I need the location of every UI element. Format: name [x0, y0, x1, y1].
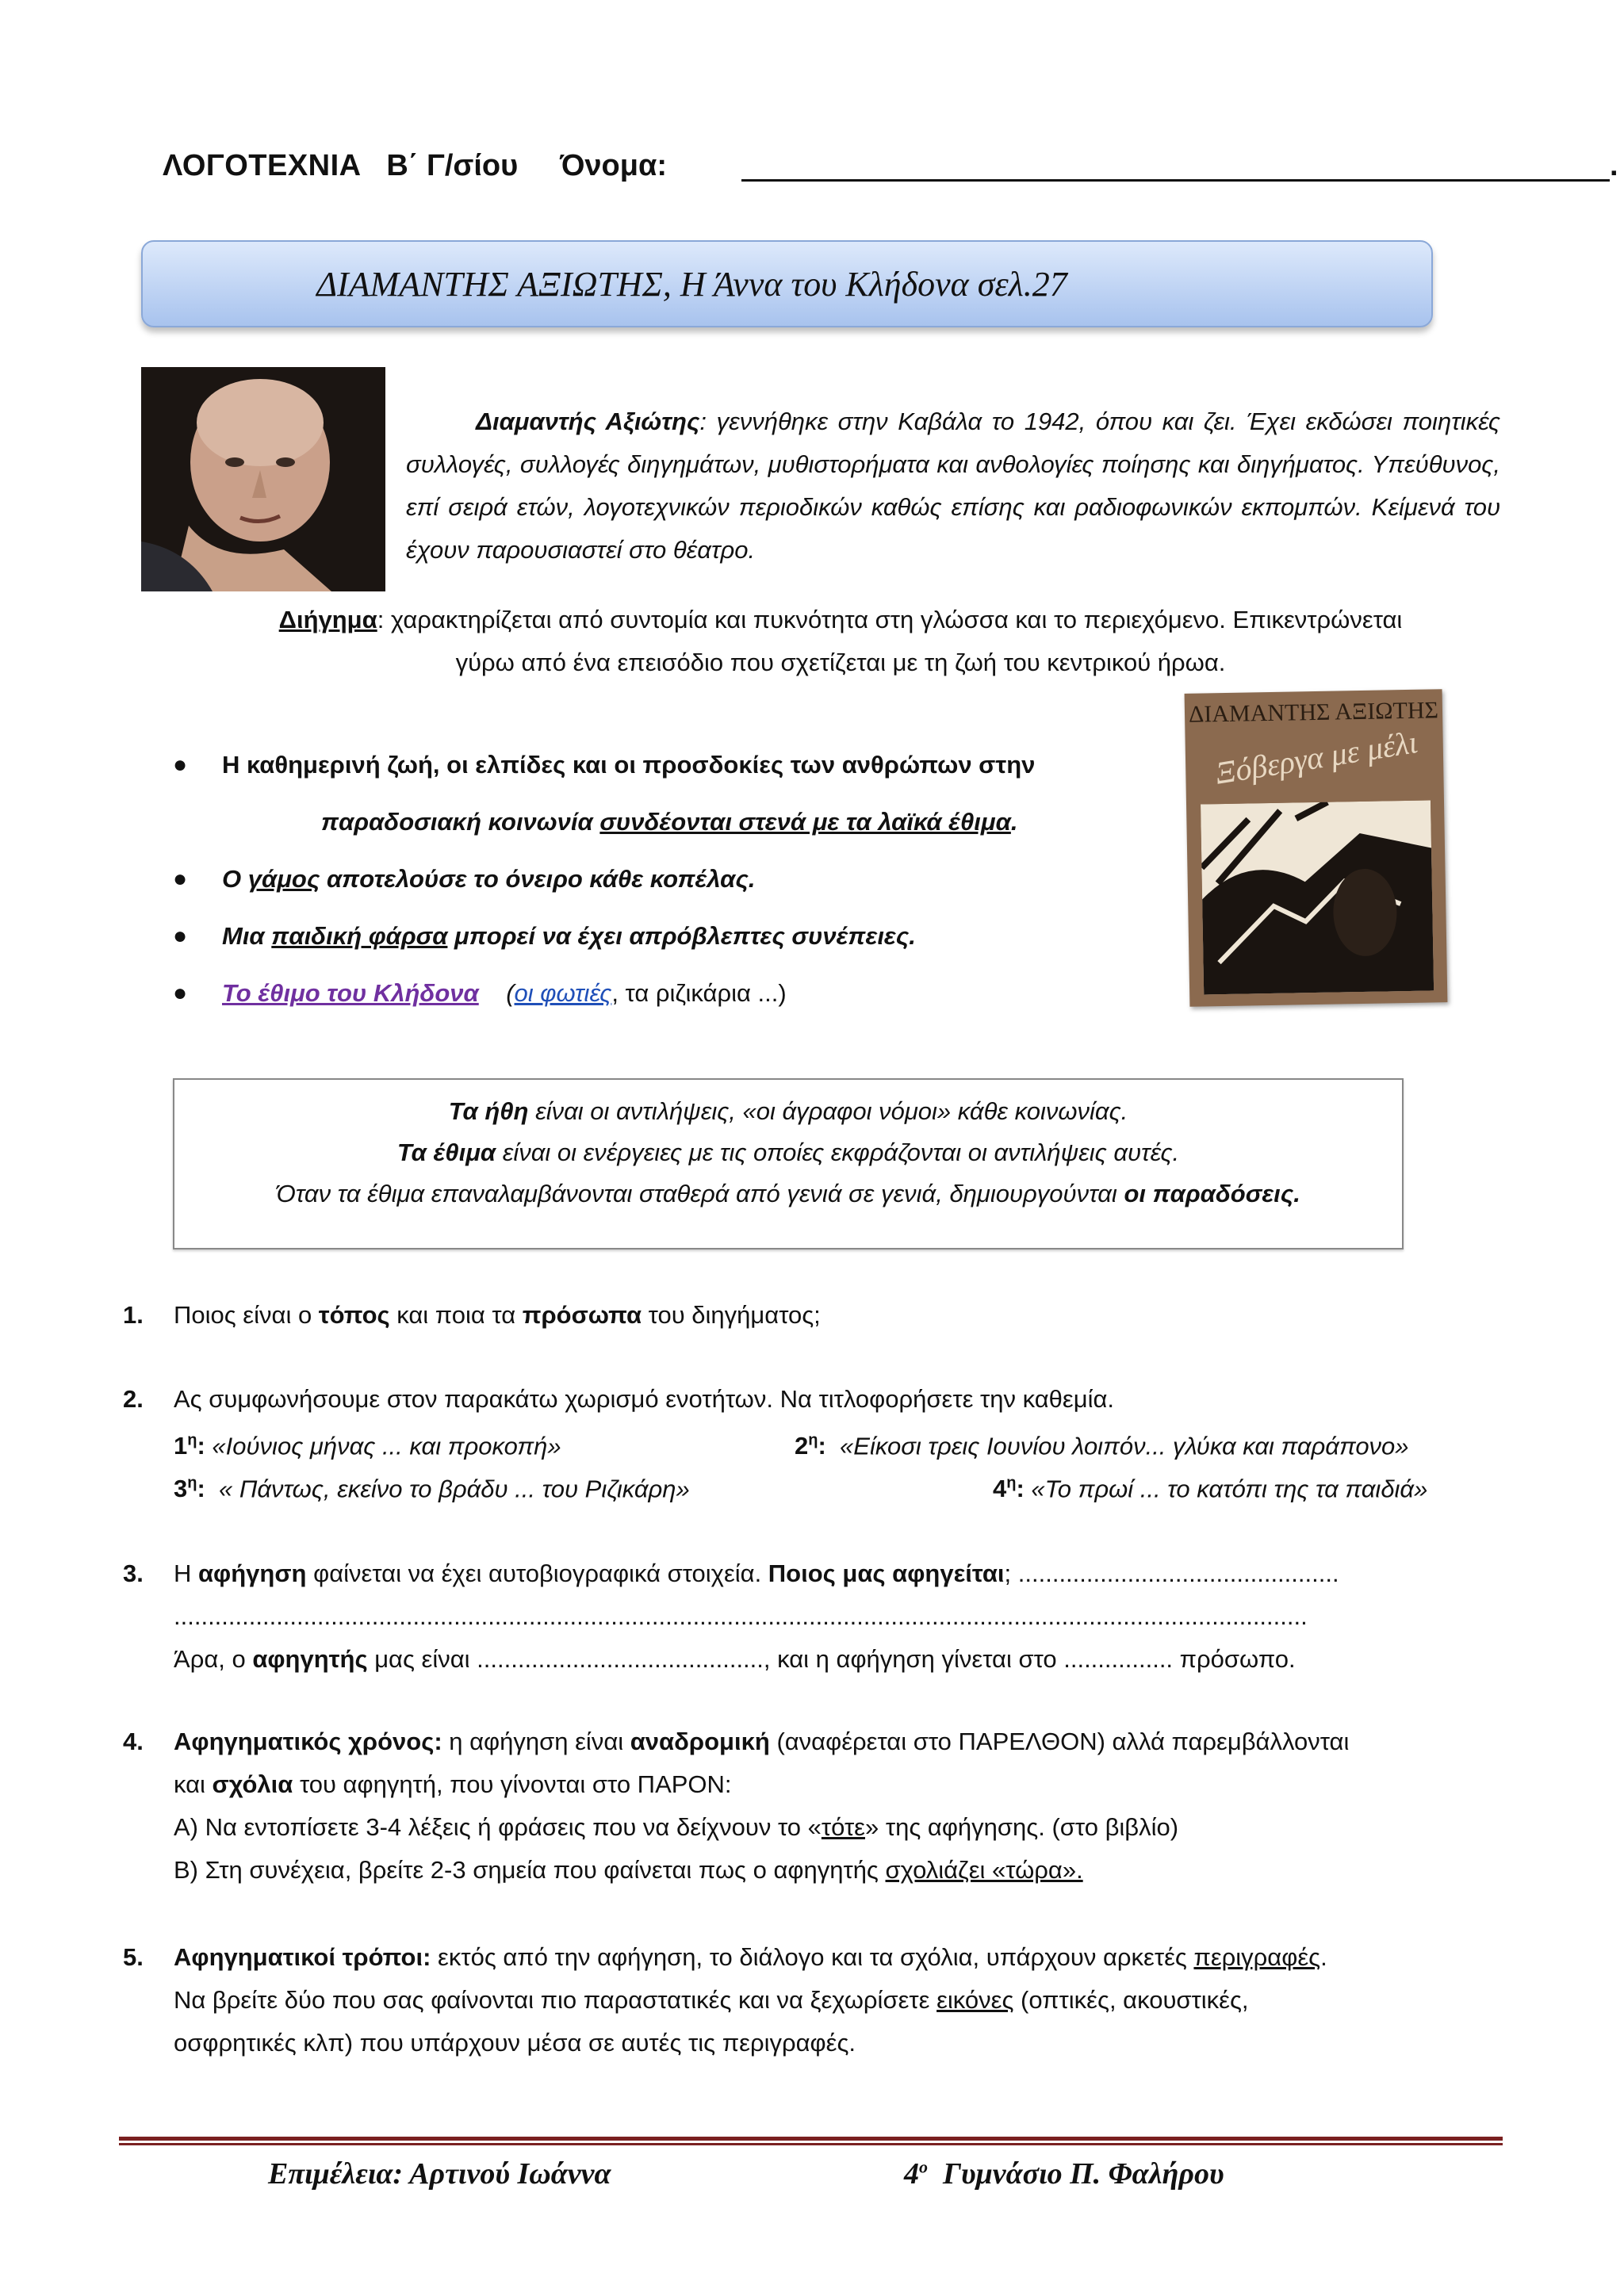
theme-4-open: ( — [478, 979, 515, 1007]
short-story-definition — [198, 599, 1483, 684]
q3-text-c: φαίνεται να έχει αυτοβιογραφικά στοιχεία. — [306, 1559, 768, 1587]
definition-traditions-text: Όταν τα έθιμα επαναλαμβάνονται σταθερά από γενιά σε γενιά, δημιουργούνται — [276, 1180, 1124, 1207]
q4-text-d: και — [174, 1770, 213, 1798]
grade-label: Β΄ Γ/σίου — [386, 149, 519, 182]
q4-bold-comments: σχόλια — [212, 1770, 293, 1798]
name-label: Όνομα: — [560, 149, 668, 182]
bullet-icon: ● — [173, 866, 188, 892]
section-3-title: « Πάντως, εκείνο το βράδυ ... του Ριζικάρη» — [219, 1475, 690, 1503]
q3-bold-who: Ποιος μας αφηγείται — [768, 1559, 1005, 1587]
definition-customs-term: Τα έθιμα — [396, 1138, 496, 1166]
header-end-dot: . — [1610, 149, 1618, 182]
q4-part-b-underlined: σχολιάζει «τώρα». — [885, 1856, 1083, 1884]
definition-traditions-term: οι παραδόσεις. — [1124, 1180, 1300, 1207]
section-4-colon: : — [1016, 1475, 1025, 1503]
q5-text-a: εκτός από την αφήγηση, το διάλογο και τα σχόλια, υπάρχουν αρκετές — [431, 1943, 1194, 1971]
list-item — [170, 802, 1185, 859]
q5-underlined-images: εικόνες — [936, 1986, 1014, 2014]
q2-sections — [174, 1419, 1506, 1505]
footer-divider — [119, 2137, 1503, 2145]
question-number: 3. — [123, 1559, 144, 1587]
section-4-title: «Το πρωί ... το κατόπι της τα παιδιά» — [1031, 1475, 1428, 1503]
q3-answer-line-3[interactable]: μας είναι .........................................., και η αφήγηση γίνεται στο ................ πρόσωπο. — [367, 1645, 1296, 1673]
q1-text-c: και ποια τα — [389, 1301, 523, 1329]
section-2-sup: η — [808, 1432, 818, 1449]
q5-text-d: (οπτικές, ακουστικές, — [1013, 1986, 1249, 2014]
subject-label: ΛΟΓΟΤΕΧΝΙΑ — [163, 149, 362, 182]
q3-answer-line-2[interactable]: ...................................................................................................................................................................... — [174, 1602, 1308, 1630]
book-cover-image — [1185, 689, 1448, 1007]
definition-customs-text: είναι οι ενέργειες με τις οποίες εκφράζονται οι αντιλήψεις αυτές. — [496, 1138, 1180, 1166]
footer-school-sup: ο — [919, 2156, 928, 2177]
q2-text: Ας συμφωνήσουμε στον παρακάτω χωρισμό ενοτήτων. Να τιτλοφορήσετε την καθεμία. — [174, 1385, 1114, 1413]
theme-3-underlined: παιδική φάρσα — [271, 922, 448, 950]
q1-text-a: Ποιος είναι ο — [174, 1301, 319, 1329]
question-4 — [123, 1720, 1503, 1892]
question-number: 2. — [123, 1385, 144, 1413]
list-item — [170, 745, 1185, 802]
q5-underlined-descriptions: περιγραφές — [1193, 1943, 1321, 1971]
bullet-icon: ● — [173, 980, 188, 1006]
section-1-number: 1 — [174, 1432, 188, 1460]
theme-2-b: αποτελούσε το όνειρο κάθε κοπέλας. — [320, 865, 756, 893]
list-item — [170, 974, 1185, 1031]
section-1-sup: η — [187, 1432, 197, 1449]
q5-bold-modes: Αφηγηματικοί τρόποι: — [174, 1943, 431, 1971]
short-story-term: Διήγημα — [278, 606, 377, 633]
author-name: Διαμαντής Αξιώτης — [476, 408, 700, 435]
q4-bold-retro: αναδρομική — [630, 1728, 770, 1755]
question-2 — [123, 1378, 1503, 1421]
theme-3-b: μπορεί να έχει απρόβλεπτες συνέπειες. — [447, 922, 916, 950]
bullet-icon: ● — [173, 752, 188, 778]
section-1-colon: : — [197, 1432, 205, 1460]
author-photo — [141, 367, 385, 591]
q3-bold-narrator: αφηγητής — [252, 1645, 368, 1673]
q1-bold-place: τόπος — [318, 1301, 390, 1329]
kledonas-custom-link[interactable]: Το έθιμο του Κλήδονα — [222, 979, 479, 1007]
fires-link[interactable]: οι φωτιές — [514, 979, 612, 1007]
theme-2-a: Ο — [222, 865, 248, 893]
q4-part-a-underlined: τότε — [821, 1813, 866, 1841]
title-banner — [141, 240, 1433, 327]
definitions-box — [173, 1078, 1404, 1249]
page-title: ΔΙΑΜΑΝΤΗΣ ΑΞΙΩΤΗΣ, Η Άννα του Κλήδονα σελ.27 — [316, 264, 1067, 304]
footer-school — [904, 2156, 1224, 2191]
book-cover-author: ΔΙΑΜΑΝΤΗΣ ΑΞΙΩΤΗΣ — [1188, 697, 1439, 728]
theme-1-period: . — [1010, 808, 1018, 836]
theme-4-rest: , τα ριζικάρια ...) — [611, 979, 787, 1007]
section-3-sup: η — [187, 1475, 197, 1492]
section-4-number: 4 — [993, 1475, 1007, 1503]
name-blank-line[interactable] — [741, 179, 1610, 182]
section-3-number: 3 — [174, 1475, 188, 1503]
q4-part-a: Α) Να εντοπίσετε 3-4 λέξεις ή φράσεις που να δείχνουν το « — [174, 1813, 822, 1841]
q5-text-e: οσφρητικές κλπ) που υπάρχουν μέσα σε αυτές τις περιγραφές. — [174, 2029, 856, 2057]
question-number: 5. — [123, 1943, 144, 1971]
q3-answer-line-1[interactable]: ; ............................................... — [1004, 1559, 1339, 1587]
q4-part-b: Β) Στη συνέχεια, βρείτε 2-3 σημεία που φαίνεται πως ο αφηγητής — [174, 1856, 886, 1884]
q1-text-d: του διηγήματος; — [642, 1301, 821, 1329]
book-cover-title: Ξόβεργα με μέλι — [1212, 724, 1420, 791]
theme-3-a: Μια — [222, 922, 272, 950]
theme-1-line1: Η καθημερινή ζωή, οι ελπίδες και οι προσδοκίες των ανθρώπων στην — [222, 751, 1036, 779]
q5-period: . — [1320, 1943, 1327, 1971]
question-number: 4. — [123, 1728, 144, 1755]
q4-text-e: του αφηγητή, που γίνονται στο ΠΑΡΟΝ: — [293, 1770, 732, 1798]
section-4-sup: η — [1006, 1475, 1017, 1492]
question-3 — [123, 1552, 1503, 1681]
question-5 — [123, 1936, 1503, 2064]
q1-bold-persons: πρόσωπα — [522, 1301, 642, 1329]
question-number: 1. — [123, 1301, 144, 1329]
author-bio — [406, 400, 1500, 572]
theme-1-underlined: συνδέονται στενά με τα λαϊκά έθιμα — [599, 808, 1011, 836]
definition-ethics-term: Τα ήθη — [448, 1097, 529, 1125]
footer-author: Επιμέλεια: Αρτινού Ιωάννα — [268, 2157, 611, 2191]
section-2-colon: : — [818, 1432, 826, 1460]
section-3-colon: : — [197, 1475, 205, 1503]
q3-text-a: Η — [174, 1559, 198, 1587]
section-1-title: «Ιούνιος μήνας ... και προκοπή» — [212, 1432, 561, 1460]
definition-ethics-text: είναι οι αντιλήψεις, «οι άγραφοι νόμοι» κάθε κοινωνίας. — [528, 1097, 1128, 1125]
short-story-def-line2: γύρω από ένα επεισόδιο που σχετίζεται με τη ζωή του κεντρικού ήρωα. — [455, 649, 1226, 676]
q4-part-a-end: » της αφήγησης. (στο βιβλίο) — [865, 1813, 1179, 1841]
book-cover-illustration — [1201, 800, 1434, 994]
q4-text-a: η αφήγηση είναι — [442, 1728, 630, 1755]
q3-text-e: Άρα, ο — [174, 1645, 253, 1673]
q4-text-c: (αναφέρεται στο ΠΑΡΕΛΘΟΝ) αλλά παρεμβάλλονται — [769, 1728, 1350, 1755]
footer-school-name: Γυμνάσιο Π. Φαλήρου — [928, 2157, 1224, 2191]
list-item — [170, 916, 1185, 974]
theme-1-line2: παραδοσιακή κοινωνία — [321, 808, 600, 836]
author-bio-text: : γεννήθηκε στην Καβάλα το 1942, όπου και ζει. Έχει εκδώσει ποιητικές συλλογές, συλλογές διηγημάτων, μυθιστορήματα και ανθολογίες ποίησης και διηγήματος. Υπεύθυνος, επί σειρά ετών, λογοτεχνικών περιοδικών καθώς επίσης και ραδιοφωνικών εκπομπών. Κείμενά του έχουν παρουσιαστεί στο θέατρο. — [406, 408, 1500, 564]
author-photo-illustration — [141, 367, 385, 591]
footer-school-number: 4 — [904, 2157, 919, 2191]
key-themes-list — [170, 745, 1185, 1031]
worksheet-header — [163, 149, 1618, 183]
short-story-def-line1: : χαρακτηρίζεται από συντομία και πυκνότητα στη γλώσσα και το περιεχόμενο. Επικεντρώνεται — [377, 606, 1403, 633]
theme-2-underlined: γάμος — [247, 865, 320, 893]
q3-bold-narration: αφήγηση — [198, 1559, 307, 1587]
q5-text-c: Να βρείτε δύο που σας φαίνονται πιο παραστατικές και να ξεχωρίσετε — [174, 1986, 937, 2014]
q4-bold-time: Αφηγηματικός χρόνος: — [174, 1728, 442, 1755]
bullet-icon: ● — [173, 923, 188, 949]
section-2-title: «Είκοσι τρεις Ιουνίου λοιπόν... γλύκα και παράπονο» — [840, 1432, 1409, 1460]
section-2-number: 2 — [795, 1432, 809, 1460]
question-1 — [123, 1294, 1503, 1337]
list-item — [170, 859, 1185, 916]
